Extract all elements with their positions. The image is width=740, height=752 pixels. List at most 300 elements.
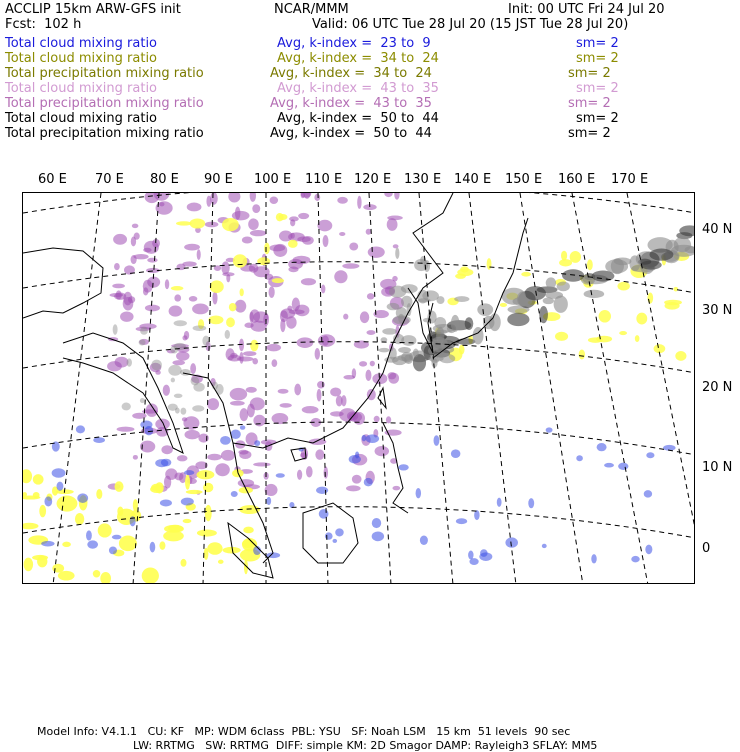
blue-shading (631, 556, 639, 562)
gray-shading (168, 365, 181, 376)
blue-shading (479, 552, 492, 561)
yellow-shading (190, 218, 206, 228)
gray-shading (557, 281, 570, 291)
purple-shading (346, 485, 361, 491)
purple-shading (177, 455, 188, 461)
blue-shading (372, 518, 381, 528)
legend-row (5, 96, 735, 111)
coastline-taiwan (378, 388, 386, 408)
org-label: NCAR/MMM (274, 2, 349, 17)
purple-shading (306, 466, 313, 477)
lon-label: 130 E (404, 172, 442, 187)
purple-shading (293, 256, 311, 265)
purple-shading (374, 416, 380, 422)
purple-shading (301, 278, 316, 285)
purple-shading (298, 213, 309, 219)
blue-shading (528, 498, 534, 508)
gray-shading (140, 398, 145, 403)
purple-shading (187, 203, 202, 212)
field-avg: Avg, k-index = 43 to 35 (277, 81, 439, 96)
purple-shading (132, 224, 139, 229)
purple-shading (294, 384, 301, 396)
yellow-shading (587, 259, 593, 270)
purple-shading (155, 419, 170, 430)
yellow-shading (619, 331, 627, 335)
purple-shading (228, 193, 240, 202)
purple-shading (290, 219, 295, 226)
gray-shading (413, 349, 419, 358)
purple-shading (273, 244, 287, 257)
gray-shading (502, 288, 526, 305)
blue-shading (434, 435, 440, 446)
footer-sw: SW: RRTMG (205, 739, 269, 752)
purple-shading (252, 204, 260, 213)
coastline-west (23, 248, 103, 318)
latlon-grid (23, 193, 695, 584)
yellow-shading (183, 519, 192, 523)
purple-shading (394, 193, 399, 200)
yellow-shading (240, 288, 244, 296)
yellow-shading (23, 523, 39, 529)
purple-shading (190, 363, 196, 374)
purple-shading (315, 449, 324, 459)
gray-shading (629, 255, 640, 271)
purple-shading (226, 348, 235, 360)
blue-shading (160, 499, 172, 506)
purple-shading (185, 430, 200, 439)
yellow-shading (218, 560, 224, 564)
purple-shading (280, 403, 292, 408)
purple-shading (250, 230, 267, 236)
yellow-shading (210, 280, 224, 293)
yellow-shading (233, 254, 247, 268)
field-avg: Avg, k-index = 43 to 35 (270, 96, 432, 111)
yellow-shading (223, 547, 241, 554)
blue-shading (184, 470, 194, 475)
purple-shading (270, 196, 279, 204)
yellow-shading (243, 527, 254, 534)
purple-shading (248, 218, 259, 230)
field-sm: sm= 2 (568, 126, 611, 141)
lat-label: 40 N (702, 222, 733, 237)
purple-shading (366, 229, 372, 235)
purple-shading (230, 401, 245, 406)
purple-shading (317, 389, 322, 402)
blue-shading (366, 434, 380, 443)
yellow-shading (555, 332, 568, 341)
yellow-shading (159, 541, 165, 549)
gray-shading (122, 403, 131, 411)
blue-shading (618, 463, 628, 470)
purple-shading (297, 470, 302, 480)
purple-shading (368, 246, 385, 257)
purple-shading (112, 284, 125, 289)
lat-label: 30 N (702, 303, 733, 318)
yellow-shading (185, 475, 190, 490)
yellow-shading (226, 317, 235, 327)
field-sm: sm= 2 (576, 81, 619, 96)
lon-label: 110 E (305, 172, 343, 187)
gray-shading (381, 337, 388, 342)
purple-shading (343, 314, 348, 320)
blue-shading (645, 545, 652, 555)
yellow-shading (599, 310, 611, 323)
blue-shading (93, 437, 105, 443)
lat-label: 10 N (702, 460, 733, 475)
yellow-shading (57, 496, 78, 512)
blue-shading (319, 509, 329, 519)
yellow-shading (675, 351, 686, 361)
purple-shading (144, 241, 159, 254)
blue-shading (240, 425, 246, 429)
blue-shading (231, 491, 238, 497)
purple-shading (215, 463, 230, 476)
footer-cu: CU: KF (147, 725, 185, 738)
lon-label: 170 E (611, 172, 649, 187)
gray-shading (379, 348, 390, 353)
purple-shading (375, 446, 389, 456)
yellow-shading (487, 258, 492, 270)
yellow-shading (208, 316, 223, 325)
gray-shading (401, 335, 416, 346)
footer-diff: DIFF: simple (275, 739, 343, 752)
forecast-hour: Fcst: 102 h (5, 17, 82, 32)
purple-shading (243, 351, 256, 356)
purple-shading (165, 468, 177, 480)
purple-shading (366, 330, 375, 335)
yellow-shading (151, 484, 162, 491)
blue-shading (325, 532, 333, 539)
blue-shading (398, 464, 408, 470)
gray-shading (422, 290, 439, 301)
yellow-shading (229, 303, 237, 311)
map-panel (22, 192, 695, 584)
purple-shading (286, 316, 296, 328)
purple-shading (278, 389, 289, 394)
lon-label: 160 E (558, 172, 596, 187)
blue-shading (266, 497, 271, 505)
legend-row (5, 126, 735, 141)
purple-shading (365, 370, 371, 381)
purple-shading (288, 232, 305, 241)
purple-shading (242, 236, 253, 243)
gray-shading (525, 286, 546, 300)
purple-shading (240, 408, 249, 421)
blue-shading (76, 425, 85, 433)
purple-shading (207, 454, 221, 461)
lat-label: 20 N (702, 380, 733, 395)
purple-shading (131, 255, 137, 264)
field-name: Total precipitation mixing ratio (5, 66, 204, 81)
purple-shading (198, 434, 208, 443)
gray-shading (168, 404, 178, 411)
purple-shading (161, 445, 172, 454)
purple-shading (253, 462, 271, 466)
purple-shading (212, 291, 217, 304)
purple-shading (292, 298, 300, 311)
yellow-shading (96, 489, 102, 499)
purple-shading (357, 196, 361, 209)
blue-shading (57, 482, 64, 491)
yellow-shading (250, 340, 258, 352)
purple-shading (235, 300, 247, 313)
purple-shading (318, 334, 335, 347)
yellow-shading (24, 558, 34, 572)
yellow-shading (142, 568, 159, 584)
gray-shading (584, 290, 605, 298)
purple-shading (131, 237, 136, 247)
field-sm: sm= 2 (576, 36, 619, 51)
gray-shading (389, 286, 406, 298)
blue-shading (646, 452, 654, 458)
field-sm: sm= 2 (568, 66, 611, 81)
lon-label: 120 E (354, 172, 392, 187)
blue-shading (451, 449, 460, 458)
blue-shading (316, 487, 328, 494)
purple-shading (145, 305, 160, 312)
yellow-shading (133, 499, 138, 511)
yellow-shading (171, 286, 184, 290)
blue-shading (112, 535, 122, 540)
purple-shading (197, 249, 201, 260)
purple-shading (145, 193, 159, 203)
purple-shading (317, 381, 325, 389)
field-name: Total precipitation mixing ratio (5, 96, 204, 111)
yellow-shading (186, 490, 203, 494)
field-sm: sm= 2 (576, 51, 619, 66)
blue-shading (416, 488, 421, 498)
gray-shading (431, 358, 437, 367)
yellow-shading (197, 529, 217, 536)
purple-shading (250, 193, 256, 202)
purple-shading (386, 416, 391, 423)
yellow-shading (288, 240, 298, 248)
purple-shading (221, 450, 235, 461)
yellow-shading (207, 542, 222, 554)
gray-shading (649, 249, 673, 261)
yellow-shading (635, 335, 640, 342)
gray-shading (543, 297, 554, 304)
purple-shading (337, 197, 348, 204)
purple-shading (182, 335, 187, 340)
purple-shading (246, 387, 257, 393)
purple-shading (321, 285, 325, 294)
grid-lon-90 (203, 193, 213, 584)
yellow-shading (115, 481, 124, 492)
purple-shading (339, 232, 345, 236)
field-avg: Avg, k-index = 50 to 44 (270, 126, 432, 141)
purple-shading (210, 193, 218, 205)
purple-shading (113, 234, 127, 245)
blue-shading (220, 436, 231, 445)
gray-shading (507, 313, 529, 326)
blue-shading (604, 463, 614, 468)
purple-shading (249, 309, 260, 322)
yellow-shading (272, 278, 284, 283)
yellow-shading (242, 539, 254, 548)
gray-shading (193, 325, 207, 331)
field-name: Total cloud mixing ratio (5, 51, 158, 66)
blue-shading (497, 498, 502, 507)
purple-shading (182, 417, 187, 421)
purple-shading (314, 194, 320, 201)
legend-row (5, 51, 735, 66)
purple-shading (207, 398, 219, 410)
yellow-shading (205, 505, 212, 521)
field-name: Total precipitation mixing ratio (5, 126, 204, 141)
footer-model-info: Model Info: V4.1.1 (37, 725, 138, 738)
purple-shading (297, 337, 314, 348)
footer-mp: MP: WDM 6class (194, 725, 285, 738)
gray-shading (414, 259, 428, 271)
purple-shading (266, 344, 281, 351)
purple-shading (247, 404, 255, 418)
yellow-shading (203, 483, 213, 493)
yellow-shading (181, 559, 187, 567)
blue-shading (597, 443, 607, 451)
gray-shading (592, 271, 615, 282)
gray-shading (174, 394, 183, 398)
grid-lon-160 (572, 193, 648, 584)
gray-shading (113, 324, 118, 335)
purple-shading (387, 218, 398, 231)
purple-shading (341, 395, 346, 406)
gray-shading (225, 330, 230, 339)
yellow-shading (32, 555, 48, 560)
yellow-shading (98, 523, 112, 537)
blue-shading (52, 468, 66, 478)
purple-shading (309, 439, 327, 445)
gray-shading (180, 408, 186, 415)
purple-shading (205, 222, 219, 228)
gray-shading (382, 328, 397, 335)
legend-row (5, 81, 735, 96)
purple-shading (290, 233, 294, 239)
yellow-shading (647, 292, 653, 303)
blue-shading (474, 510, 479, 520)
purple-shading (165, 279, 169, 289)
lon-label: 150 E (505, 172, 543, 187)
purple-shading (367, 293, 374, 299)
footer-resolution: 15 km (436, 725, 471, 738)
blue-shading (576, 455, 583, 461)
blue-shading (349, 455, 361, 463)
gray-shading (140, 327, 148, 335)
gray-shading (192, 405, 204, 411)
lon-label: 90 E (204, 172, 233, 187)
field-sm: sm= 2 (568, 96, 611, 111)
gray-shading (674, 237, 691, 252)
gray-shading (174, 320, 187, 326)
lat-label: 0 (702, 541, 711, 556)
blue-shading (542, 544, 547, 548)
blue-shading (469, 558, 478, 565)
purple-shading (222, 272, 234, 276)
mixing-ratio-shading (23, 193, 695, 584)
purple-shading (244, 323, 253, 328)
blue-shading (335, 528, 343, 536)
blue-shading (468, 551, 473, 560)
purple-shading (324, 466, 328, 478)
footer-km: KM: 2D Smagor (346, 739, 432, 752)
blue-shading (591, 554, 596, 563)
footer-timestep: 90 sec (534, 725, 571, 738)
yellow-shading (500, 303, 507, 307)
yellow-shading (264, 243, 270, 255)
gray-shading (640, 260, 661, 269)
gray-shading (171, 378, 175, 383)
purple-shading (302, 406, 319, 413)
yellow-shading (119, 536, 137, 552)
gray-shading (454, 296, 469, 302)
gray-shading (193, 383, 204, 392)
blue-shading (109, 547, 117, 555)
gray-shading (456, 338, 475, 345)
purple-shading (235, 207, 240, 220)
purple-shading (176, 351, 189, 360)
lon-label: 70 E (95, 172, 124, 187)
blue-shading (181, 498, 194, 506)
legend-row (5, 111, 735, 126)
yellow-shading (665, 302, 680, 310)
blue-shading (364, 478, 373, 487)
gray-shading (202, 336, 209, 346)
blue-shading (86, 530, 92, 540)
purple-shading (388, 373, 399, 384)
field-avg: Avg, k-index = 34 to 24 (277, 51, 439, 66)
purple-shading (370, 361, 375, 367)
purple-shading (238, 450, 248, 455)
purple-shading (323, 235, 329, 247)
yellow-shading (570, 251, 581, 263)
purple-shading (107, 361, 122, 371)
purple-shading (317, 220, 332, 232)
yellow-shading (75, 513, 84, 525)
blue-shading (161, 459, 171, 467)
yellow-shading (93, 570, 100, 578)
footer-damp: DAMP: Rayleigh3 (435, 739, 530, 752)
footer-levels: 51 levels (477, 725, 528, 738)
purple-shading (155, 370, 160, 375)
field-name: Total cloud mixing ratio (5, 36, 158, 51)
purple-shading (330, 387, 341, 396)
purple-shading (174, 294, 181, 301)
blue-shading (362, 435, 367, 441)
lon-label: 100 E (254, 172, 292, 187)
field-avg: Avg, k-index = 34 to 24 (270, 66, 432, 81)
purple-shading (352, 475, 362, 484)
gray-shading (477, 303, 493, 316)
blue-shading (41, 541, 54, 547)
blue-shading (644, 490, 652, 498)
yellow-shading (52, 564, 64, 573)
purple-shading (315, 348, 320, 360)
yellow-shading (276, 213, 284, 221)
gray-shading (139, 339, 146, 345)
purple-shading (116, 290, 122, 299)
grid-lon-110 (318, 193, 328, 584)
gray-shading (395, 248, 399, 259)
gray-shading (451, 315, 460, 332)
blue-shading (420, 535, 428, 545)
yellow-shading (457, 268, 473, 276)
purple-shading (392, 486, 400, 491)
map-canvas (23, 193, 695, 584)
blue-shading (456, 518, 467, 524)
legend-row (5, 36, 735, 51)
purple-shading (392, 276, 398, 282)
purple-shading (289, 309, 305, 314)
